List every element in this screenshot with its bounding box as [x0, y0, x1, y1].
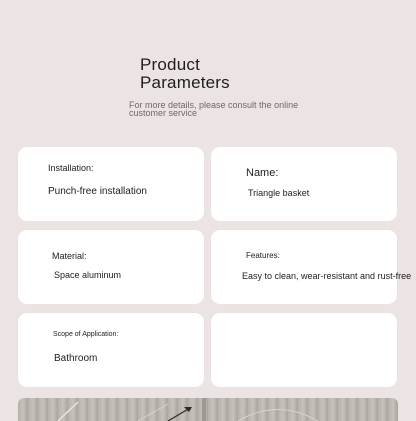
param-label: Scope of Application:: [53, 331, 119, 338]
page-title-line1: Product: [140, 55, 200, 74]
param-label: Name:: [246, 167, 279, 179]
param-card-installation: [18, 147, 204, 221]
param-label: Material:: [52, 251, 87, 261]
param-value: Bathroom: [54, 353, 98, 364]
product-photo-graphic: [18, 398, 398, 421]
param-value: Easy to clean, wear-resistant and rust-free: [242, 271, 412, 281]
product-photo-strip: [18, 398, 398, 421]
param-card-scope: [18, 313, 204, 387]
param-card-name: [211, 147, 397, 221]
page-subtitle: For more details, please consult the online customer service: [129, 100, 299, 118]
param-value: Space aluminum: [54, 270, 122, 280]
page-title-line2: Parameters: [140, 73, 230, 92]
param-label: Installation:: [48, 163, 94, 173]
page-title: [140, 56, 230, 92]
param-value: Punch-free installation: [48, 186, 147, 197]
param-card-empty: [211, 313, 397, 387]
param-card-material: [18, 230, 204, 304]
param-value: Triangle basket: [248, 188, 310, 198]
param-card-features: [211, 230, 412, 304]
param-label: Features:: [246, 251, 280, 260]
